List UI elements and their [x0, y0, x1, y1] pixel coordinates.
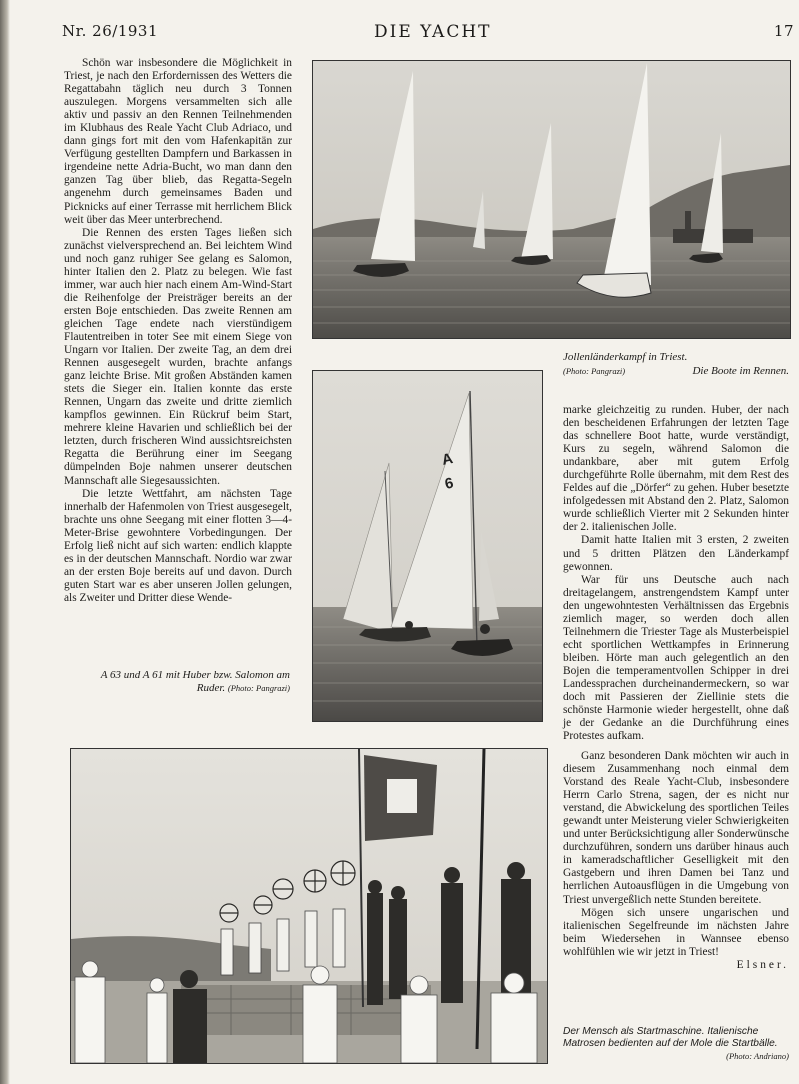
- photo2-caption-text: A 63 und A 61 mit Huber bzw. Salomon am Ruder.: [100, 669, 290, 694]
- article-column-right-end: [563, 750, 789, 972]
- photo1-caption-line: [563, 365, 789, 378]
- page-number: 17: [773, 22, 794, 40]
- author-signature: Elsner.: [736, 958, 789, 971]
- photo-a63-a61: [312, 370, 543, 722]
- photo-dinghies-racing: [312, 60, 791, 339]
- photo3-caption-text: Der Mensch als Startmaschine. Italienische Matrosen bedienten auf der Mole die Startbälle.: [563, 1026, 778, 1049]
- paragraph: Schön war insbesondere die Möglichkeit in Triest, je nach den Erfordernissen des Wetters die Regattabahn täglich neu durch 3 Tonnen auszulegen. Morgens versammelten sich alle aktiv und passiv an den Rennen Teilnehmenden im Klubhaus des Reale Yacht Club Adriaco, und dann gings fort mit den vom Hafenkapitän zur Verfügung gestellten Dampfern und Barkassen in irgendeine nette Adria-Bucht, wo man dann den ganzen Tag über blieb, das Regatta-Segeln angenehm durch gemeinsames Baden und Picknicks auf einer Terrasse mit herrlichem Blick weit über das Meer unterbrechend.: [64, 57, 292, 226]
- photo2-caption: [70, 669, 290, 695]
- paragraph: Ganz besonderen Dank möchten wir auch in diesem Zusammenhang noch einmal dem Vorstand des Reale Yacht-Club, insbesondere Herrn Carlo Strena, sagen, der es nicht nur verstand, die Abwickelung des sportlichen Teiles gewandt unter Meisterung vieler Schwierigkeiten und unter Berücksichtigung aller Sonderwünsche durchzuführen, sondern uns darüber hinaus auch in kameradschaftlicher Geselligkeit mit den Gastgebern und ihren Damen bei Tanz und herrlichen Autoausflügen in die Umgebung von Triest unvergeßlich nette Stunden bereitete.: [563, 750, 789, 906]
- article-column-left: [64, 57, 292, 605]
- paragraph: Damit hatte Italien mit 3 ersten, 2 zweiten und 5 dritten Plätzen den Länderkampf gewonnen.: [563, 534, 789, 573]
- journal-title: DIE YACHT: [374, 22, 492, 42]
- paragraph: marke gleichzeitig zu runden. Huber, der nach den bescheidenen Erfahrungen der letzten Tage das schnellere Boot hatte, wurde verständigt, Kurs zu segeln, während Salomon die undankbare, aber mit gutem Erfolg durchgeführte Rolle übernahm, mit dem Rest des Feldes auf die „Dörfer“ zu gehen. Huber besetzte infolgedessen mit Abstand den 2. Platz, Salomon wurde schließlich Vierter mit 2 Sekunden hinter der 2. italienischen Jolle.: [563, 404, 789, 534]
- photo2-credit: (Photo: Pangrazi): [227, 683, 290, 693]
- closing-text: Mögen sich unsere ungarischen und italienischen Segelfreunde im nächsten Jahre beim Wiedersehen in Wannsee ebenso wohlfühlen wie wir jetzt in Triest!: [563, 906, 789, 958]
- photo3-caption: [563, 1026, 789, 1062]
- paragraph: Die letzte Wettfahrt, am nächsten Tage innerhalb der Hafenmolen von Triest ausgesegelt, brachte uns ohne Seegang mit einer flotten 3—4-Meter-Brise gewohntere Vorbedingungen. Der Erfolg ließ nicht auf sich warten: endlich klappte es in der deutschen Mannschaft. Nordio war zwar an der ersten Boje bereits auf und davon. Durch guten Start war es aber unseren Jollen gelungen, als Zweiter und Dritter diese Wende-: [64, 487, 292, 604]
- paragraph: Die Rennen des ersten Tages ließen sich zunächst vielversprechend an. Bei leichtem Wind und noch ganz ruhiger See gelang es Salomon, hinter Italien den 2. Platz zu belegen. Wie fast immer, war auch hier nach einem Am-Wind-Start die Reihenfolge der Preisträger bereits an der ersten Boje entschieden. Das zweite Rennen am gleichen Tage endete nach vierstündigem Flautentreiben in toter See mit einem Siege von Ungarn vor Italien. Der zweite Tag, an dem drei Rennen ausgesegelt wurden, brachte anfangs ganz leichte Brise. Mit großen Abständen kamen stets die Sieger ein. Italien konnte das erste Rennen, Ungarn das zweite und dritte ziemlich kampflos gewinnen. Ein Rückruf beim Start, mehrere kleine Havarien und schließlich bei der letzten, durch frischeren Wind aussichtsreichsten Regatta die Berührung einer im Seegang dümpelnden Boje nahmen unserer deutschen Mannschaft alle Siegesaussichten.: [64, 226, 292, 487]
- photo3-credit: (Photo: Andriano): [726, 1051, 789, 1061]
- paragraph: War für uns Deutsche auch nach dreitagelangem, anstrengendstem Kampf unter den ungewohntesten Verhältnissen das Ergebnis ziemlich mager, so werden doch allen Teilnehmern die Triester Tage als Musterbeispiel echt sportlichen Wettkampfes in Erinnerung bleiben. Hörte man auch gelegentlich an den Bojen die temperamentvollen Schipper in drei Landessprachen durcheinandermeckern, so war doch mit Passieren der Ziellinie stets die schönste Harmonie wieder hergestellt, ohne daß je der Gedanke an die Durchführung eines Protestes aufkam.: [563, 573, 789, 743]
- page-binding-shadow: [0, 0, 10, 1084]
- photo1-caption-right: Die Boote im Rennen.: [692, 365, 789, 377]
- sail-letter: A: [440, 450, 455, 469]
- photo-start-balls: [70, 748, 548, 1064]
- photo1-credit: (Photo: Pangrazi): [563, 366, 626, 376]
- page-header: [62, 22, 794, 44]
- issue-number: Nr. 26/1931: [62, 22, 158, 40]
- paragraph: [563, 906, 789, 971]
- sail-number: 6: [443, 474, 455, 493]
- article-column-right: [563, 404, 789, 743]
- photo1-caption-title: Jollenländerkampf in Triest.: [563, 351, 688, 363]
